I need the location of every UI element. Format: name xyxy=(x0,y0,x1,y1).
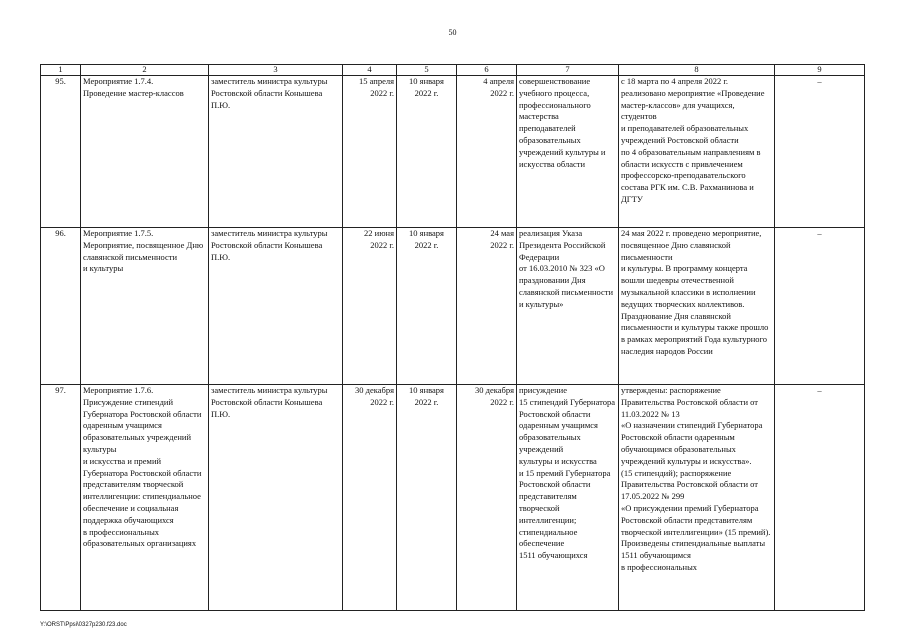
table-row xyxy=(41,228,865,385)
header-cell: 2 xyxy=(81,65,209,76)
result-plan-cell: совершенствование учебного процесса, профессионального мастерства преподавателей образовательных учреждений культуры и искусства области xyxy=(517,76,619,228)
plan-end-cell: 30 декабря 2022 г. xyxy=(343,385,397,611)
header-cell: 3 xyxy=(209,65,343,76)
header-cell: 1 xyxy=(41,65,81,76)
header-cell: 5 xyxy=(397,65,457,76)
header-cell: 6 xyxy=(457,65,517,76)
fact-start-cell: 10 января 2022 г. xyxy=(397,228,457,385)
header-cell: 9 xyxy=(775,65,865,76)
row-number: 95. xyxy=(41,76,81,228)
header-cell: 8 xyxy=(619,65,775,76)
report-table xyxy=(40,64,865,611)
note-cell: – xyxy=(775,76,865,228)
note-cell: – xyxy=(775,228,865,385)
fact-end-cell: 30 декабря 2022 г. xyxy=(457,385,517,611)
fact-start-cell: 10 января 2022 г. xyxy=(397,385,457,611)
result-fact-cell: утверждены: распоряжение Правительства Ростовской области от 11.03.2022 № 13 «О назначении стипендий Губернатора Ростовской области одаренным обучающимся образовательных учреждений культуры и искусства». (15 стипендий); распоряжение Правительства Ростовской области от 17.05.2022 № 299 «О присуждении премий Губернатора Ростовской области представителям творческой интеллигенции» (15 премий). Произведены стипендиальные выплаты 1511 обучающимся в профессиональных xyxy=(619,385,775,611)
note-cell: – xyxy=(775,385,865,611)
file-path-footer: Y:\ORST\Ppsi\0327p230.f23.doc xyxy=(40,622,127,628)
row-number: 96. xyxy=(41,228,81,385)
row-number: 97. xyxy=(41,385,81,611)
table-row xyxy=(41,385,865,611)
page-number: 50 xyxy=(448,28,457,37)
table-row xyxy=(41,76,865,228)
activity-cell: Мероприятие 1.7.6. Присуждение стипендий Губернатора Ростовской области одаренным учащимся образовательных учреждений культуры и искусства и премий Губернатора Ростовской области представителям творческой интеллигенции: стипендиальное обеспечение и социальная поддержка обучающихся в профессиональных образовательных организациях xyxy=(81,385,209,611)
activity-cell: Мероприятие 1.7.4. Проведение мастер-классов xyxy=(81,76,209,228)
header-row xyxy=(41,65,865,76)
plan-end-cell: 15 апреля 2022 г. xyxy=(343,76,397,228)
fact-end-cell: 24 мая 2022 г. xyxy=(457,228,517,385)
result-plan-cell: присуждение 15 стипендий Губернатора Ростовской области одаренным учащимся образовательных учреждений культуры и искусства и 15 премий Губернатора Ростовской области представителям творческой интеллигенции; стипендиальное обеспечение 1511 обучающихся xyxy=(517,385,619,611)
responsible-cell: заместитель министра культуры Ростовской области Конышева П.Ю. xyxy=(209,385,343,611)
fact-start-cell: 10 января 2022 г. xyxy=(397,76,457,228)
responsible-cell: заместитель министра культуры Ростовской области Конышева П.Ю. xyxy=(209,76,343,228)
fact-end-cell: 4 апреля 2022 г. xyxy=(457,76,517,228)
activity-cell: Мероприятие 1.7.5. Мероприятие, посвященное Дню славянской письменности и культуры xyxy=(81,228,209,385)
result-plan-cell: реализация Указа Президента Российской Федерации от 16.03.2010 № 323 «О праздновании Дня славянской письменности и культуры» xyxy=(517,228,619,385)
header-cell: 7 xyxy=(517,65,619,76)
plan-end-cell: 22 июня 2022 г. xyxy=(343,228,397,385)
result-fact-cell: с 18 марта по 4 апреля 2022 г. реализовано мероприятие «Проведение мастер-классов» для учащихся, студентов и преподавателей образовательных учреждений Ростовской области по 4 образовательным направлениям в области искусств с привлечением профессорско-преподавательского состава РГК им. С.В. Рахманинова и ДГТУ xyxy=(619,76,775,228)
responsible-cell: заместитель министра культуры Ростовской области Конышева П.Ю. xyxy=(209,228,343,385)
result-fact-cell: 24 мая 2022 г. проведено мероприятие, посвященное Дню славянской письменности и культуры. В программу концерта вошли шедевры отечественной музыкальной классики в исполнении ведущих творческих коллективов. Празднование Дня славянской письменности и культуры также прошло в рамках мероприятий Года культурного наследия народов России xyxy=(619,228,775,385)
header-cell: 4 xyxy=(343,65,397,76)
